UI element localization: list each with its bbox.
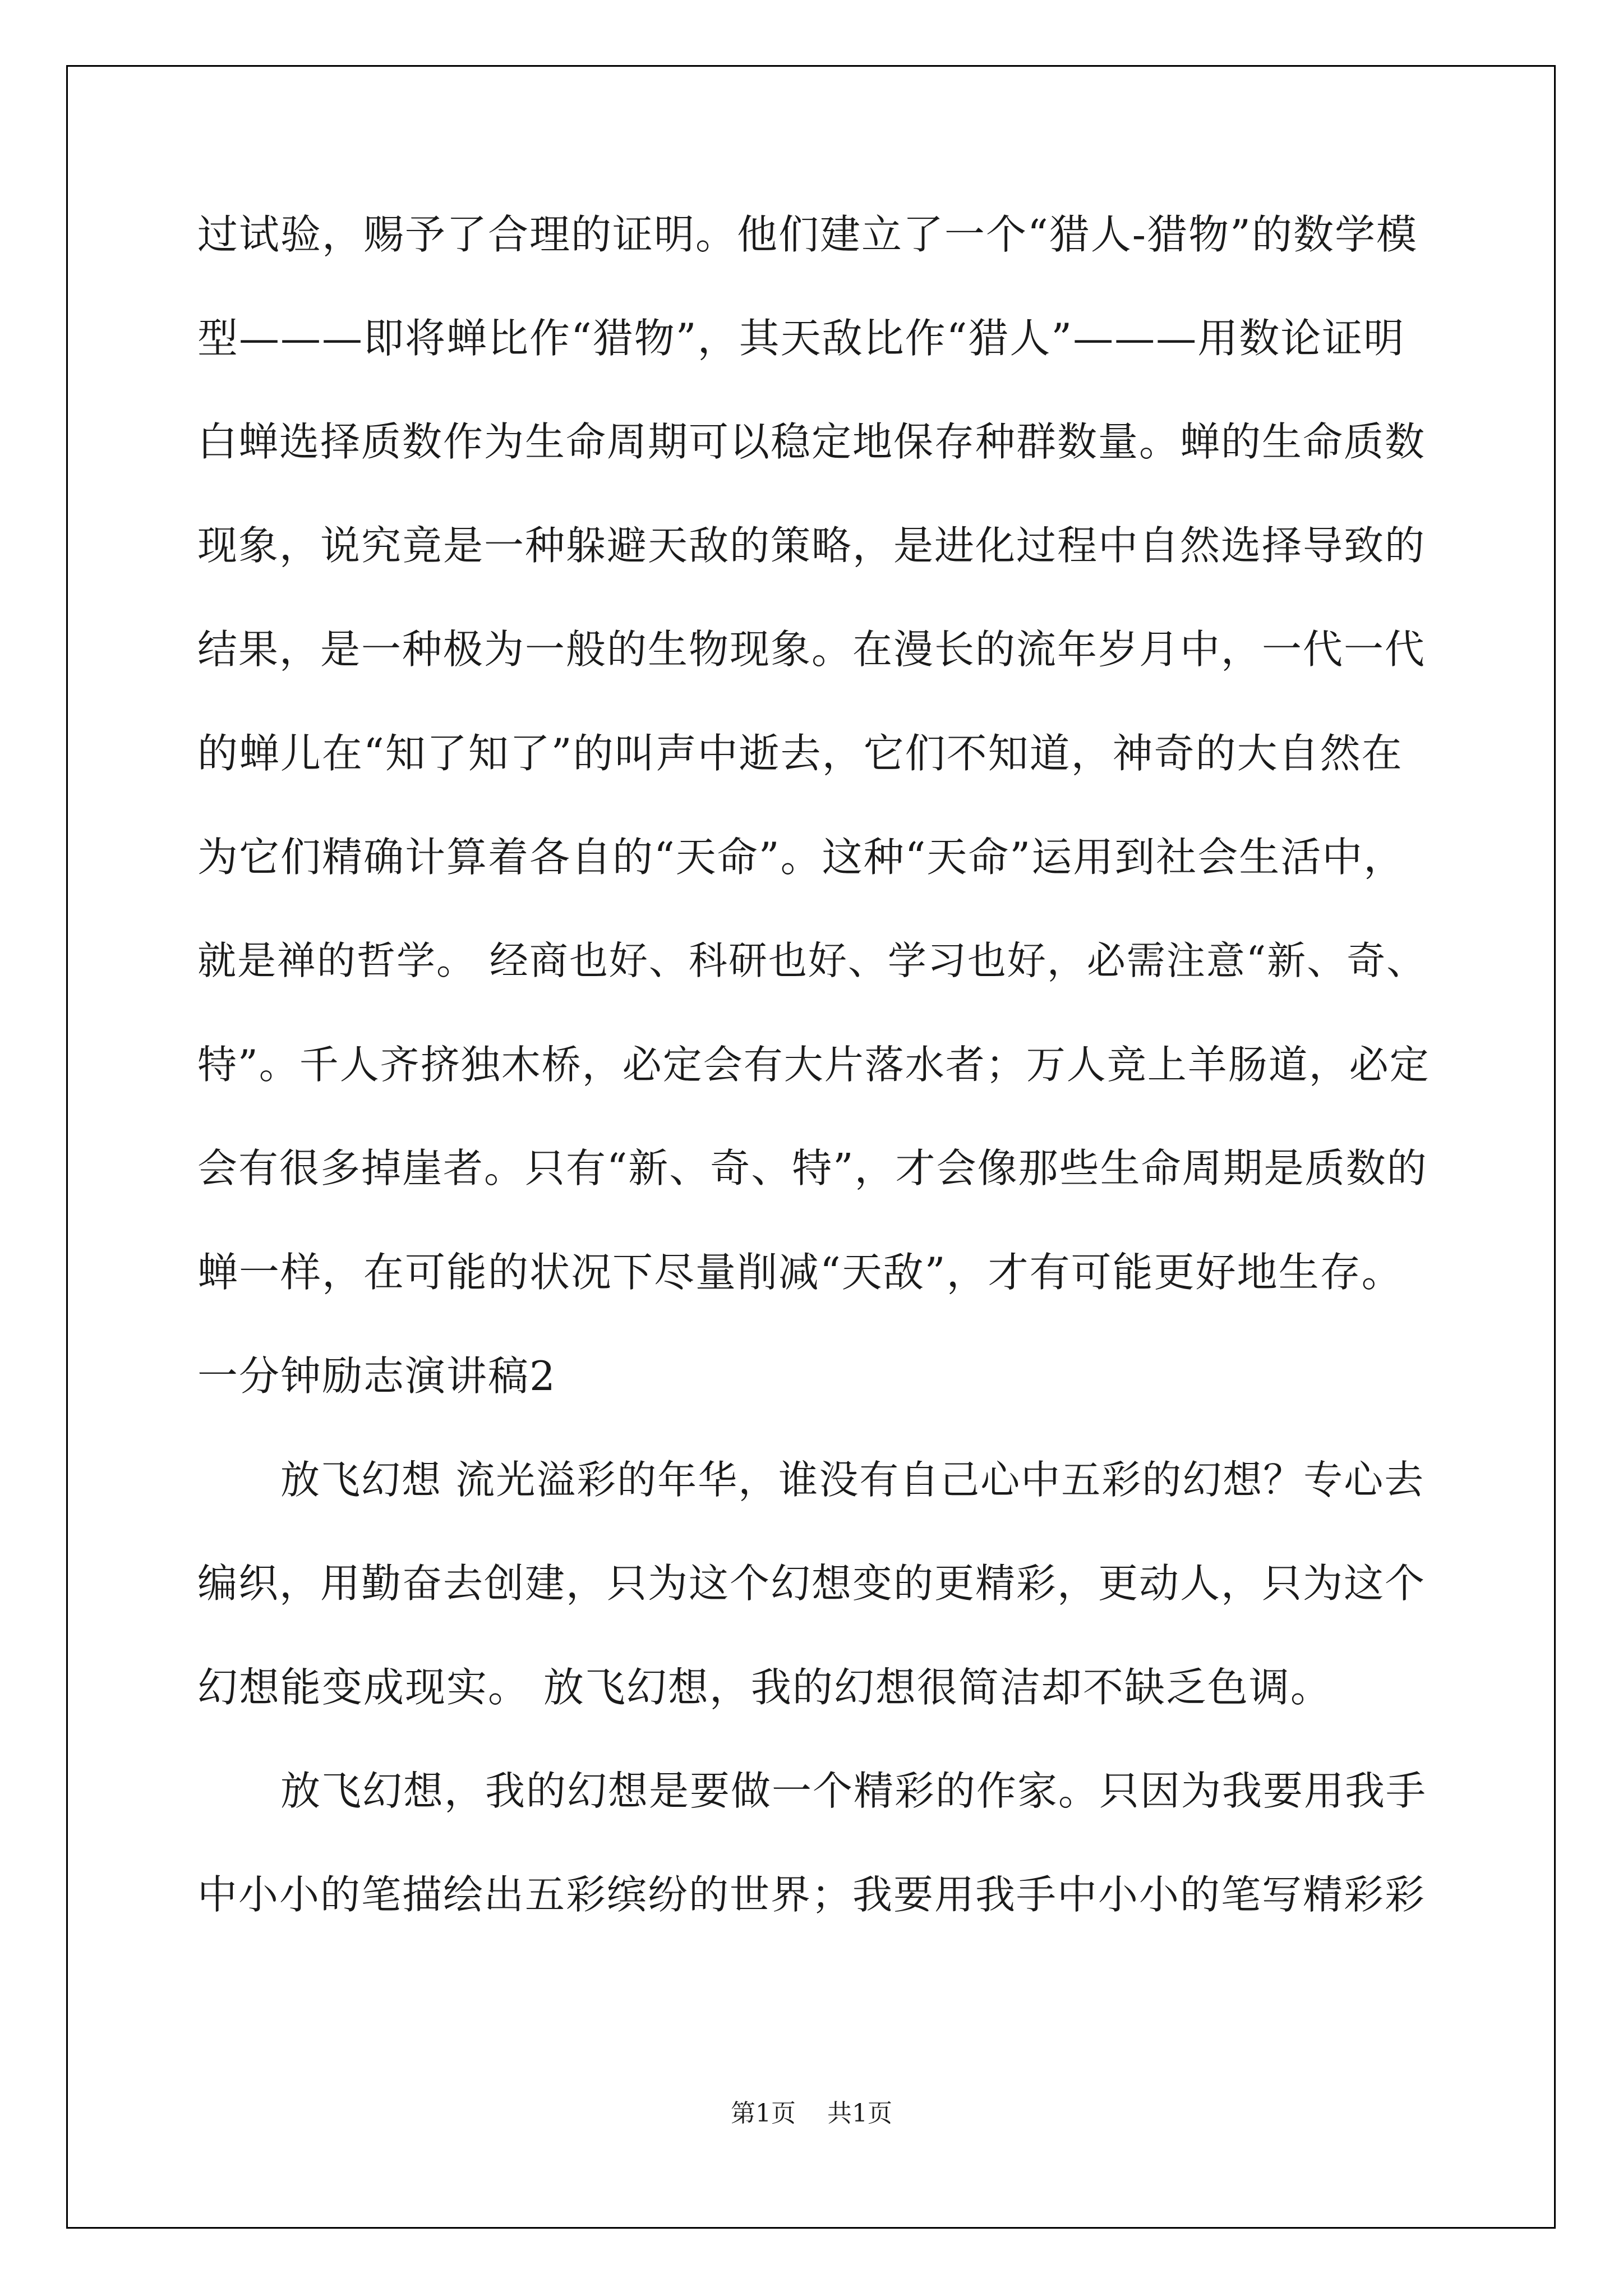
text-line: 型———即将蝉比作“猎物”，其天敌比作“猎人”———用数论证明 — [197, 315, 1405, 362]
section-heading: 一分钟励志演讲稿2 — [197, 1352, 556, 1400]
text-line: 为它们精确计算着各自的“天命”。这种“天命”运用到社会生活中， — [197, 834, 1405, 881]
document-body — [197, 209, 1437, 1973]
text-line: 编织，用勤奋去创建，只为这个幻想变的更精彩，更动人，只为这个 — [197, 1560, 1426, 1607]
text-line: 过试验，赐予了合理的证明。他们建立了一个“猎人-猎物”的数学模 — [197, 211, 1418, 258]
text-line: 结果，是一种极为一般的生物现象。在漫长的流年岁月中，一代一代 — [197, 626, 1426, 673]
text-line: 白蝉选择质数作为生命周期可以稳定地保存种群数量。蝉的生命质数 — [197, 418, 1426, 465]
text-line: 的蝉儿在“知了知了”的叫声中逝去，它们不知道，神奇的大自然在 — [197, 730, 1403, 777]
text-line: 会有很多掉崖者。只有“新、奇、特”，才会像那些生命周期是质数的 — [197, 1145, 1428, 1191]
text-line: 现象，说究竟是一种躲避天敌的策略，是进化过程中自然选择导致的 — [197, 522, 1426, 569]
text-line: 特”。千人齐挤独木桥，必定会有大片落水者；万人竞上羊肠道，必定 — [197, 1042, 1430, 1088]
paragraph-first-line: 放飞幻想，我的幻想是要做一个精彩的作家。只因为我要用我手 — [280, 1768, 1427, 1814]
text-line: 中小小的笔描绘出五彩缤纷的世界；我要用我手中小小的笔写精彩彩 — [197, 1871, 1426, 1918]
paragraph-first-line: 放飞幻想 流光溢彩的年华，谁没有自己心中五彩的幻想？专心去 — [280, 1457, 1425, 1503]
text-line: 就是禅的哲学。 经商也好、科研也好、学习也好，必需注意“新、奇、 — [197, 938, 1427, 983]
text-line: 蝉一样，在可能的状况下尽量削减“天敌”，才有可能更好地生存。 — [197, 1249, 1403, 1296]
page-number: 第1页 — [731, 2099, 796, 2128]
page-footer — [0, 2098, 1623, 2129]
page-total: 共1页 — [827, 2099, 892, 2128]
text-line: 幻想能变成现实。 放飞幻想，我的幻想很简洁却不缺乏色调。 — [197, 1664, 1332, 1711]
